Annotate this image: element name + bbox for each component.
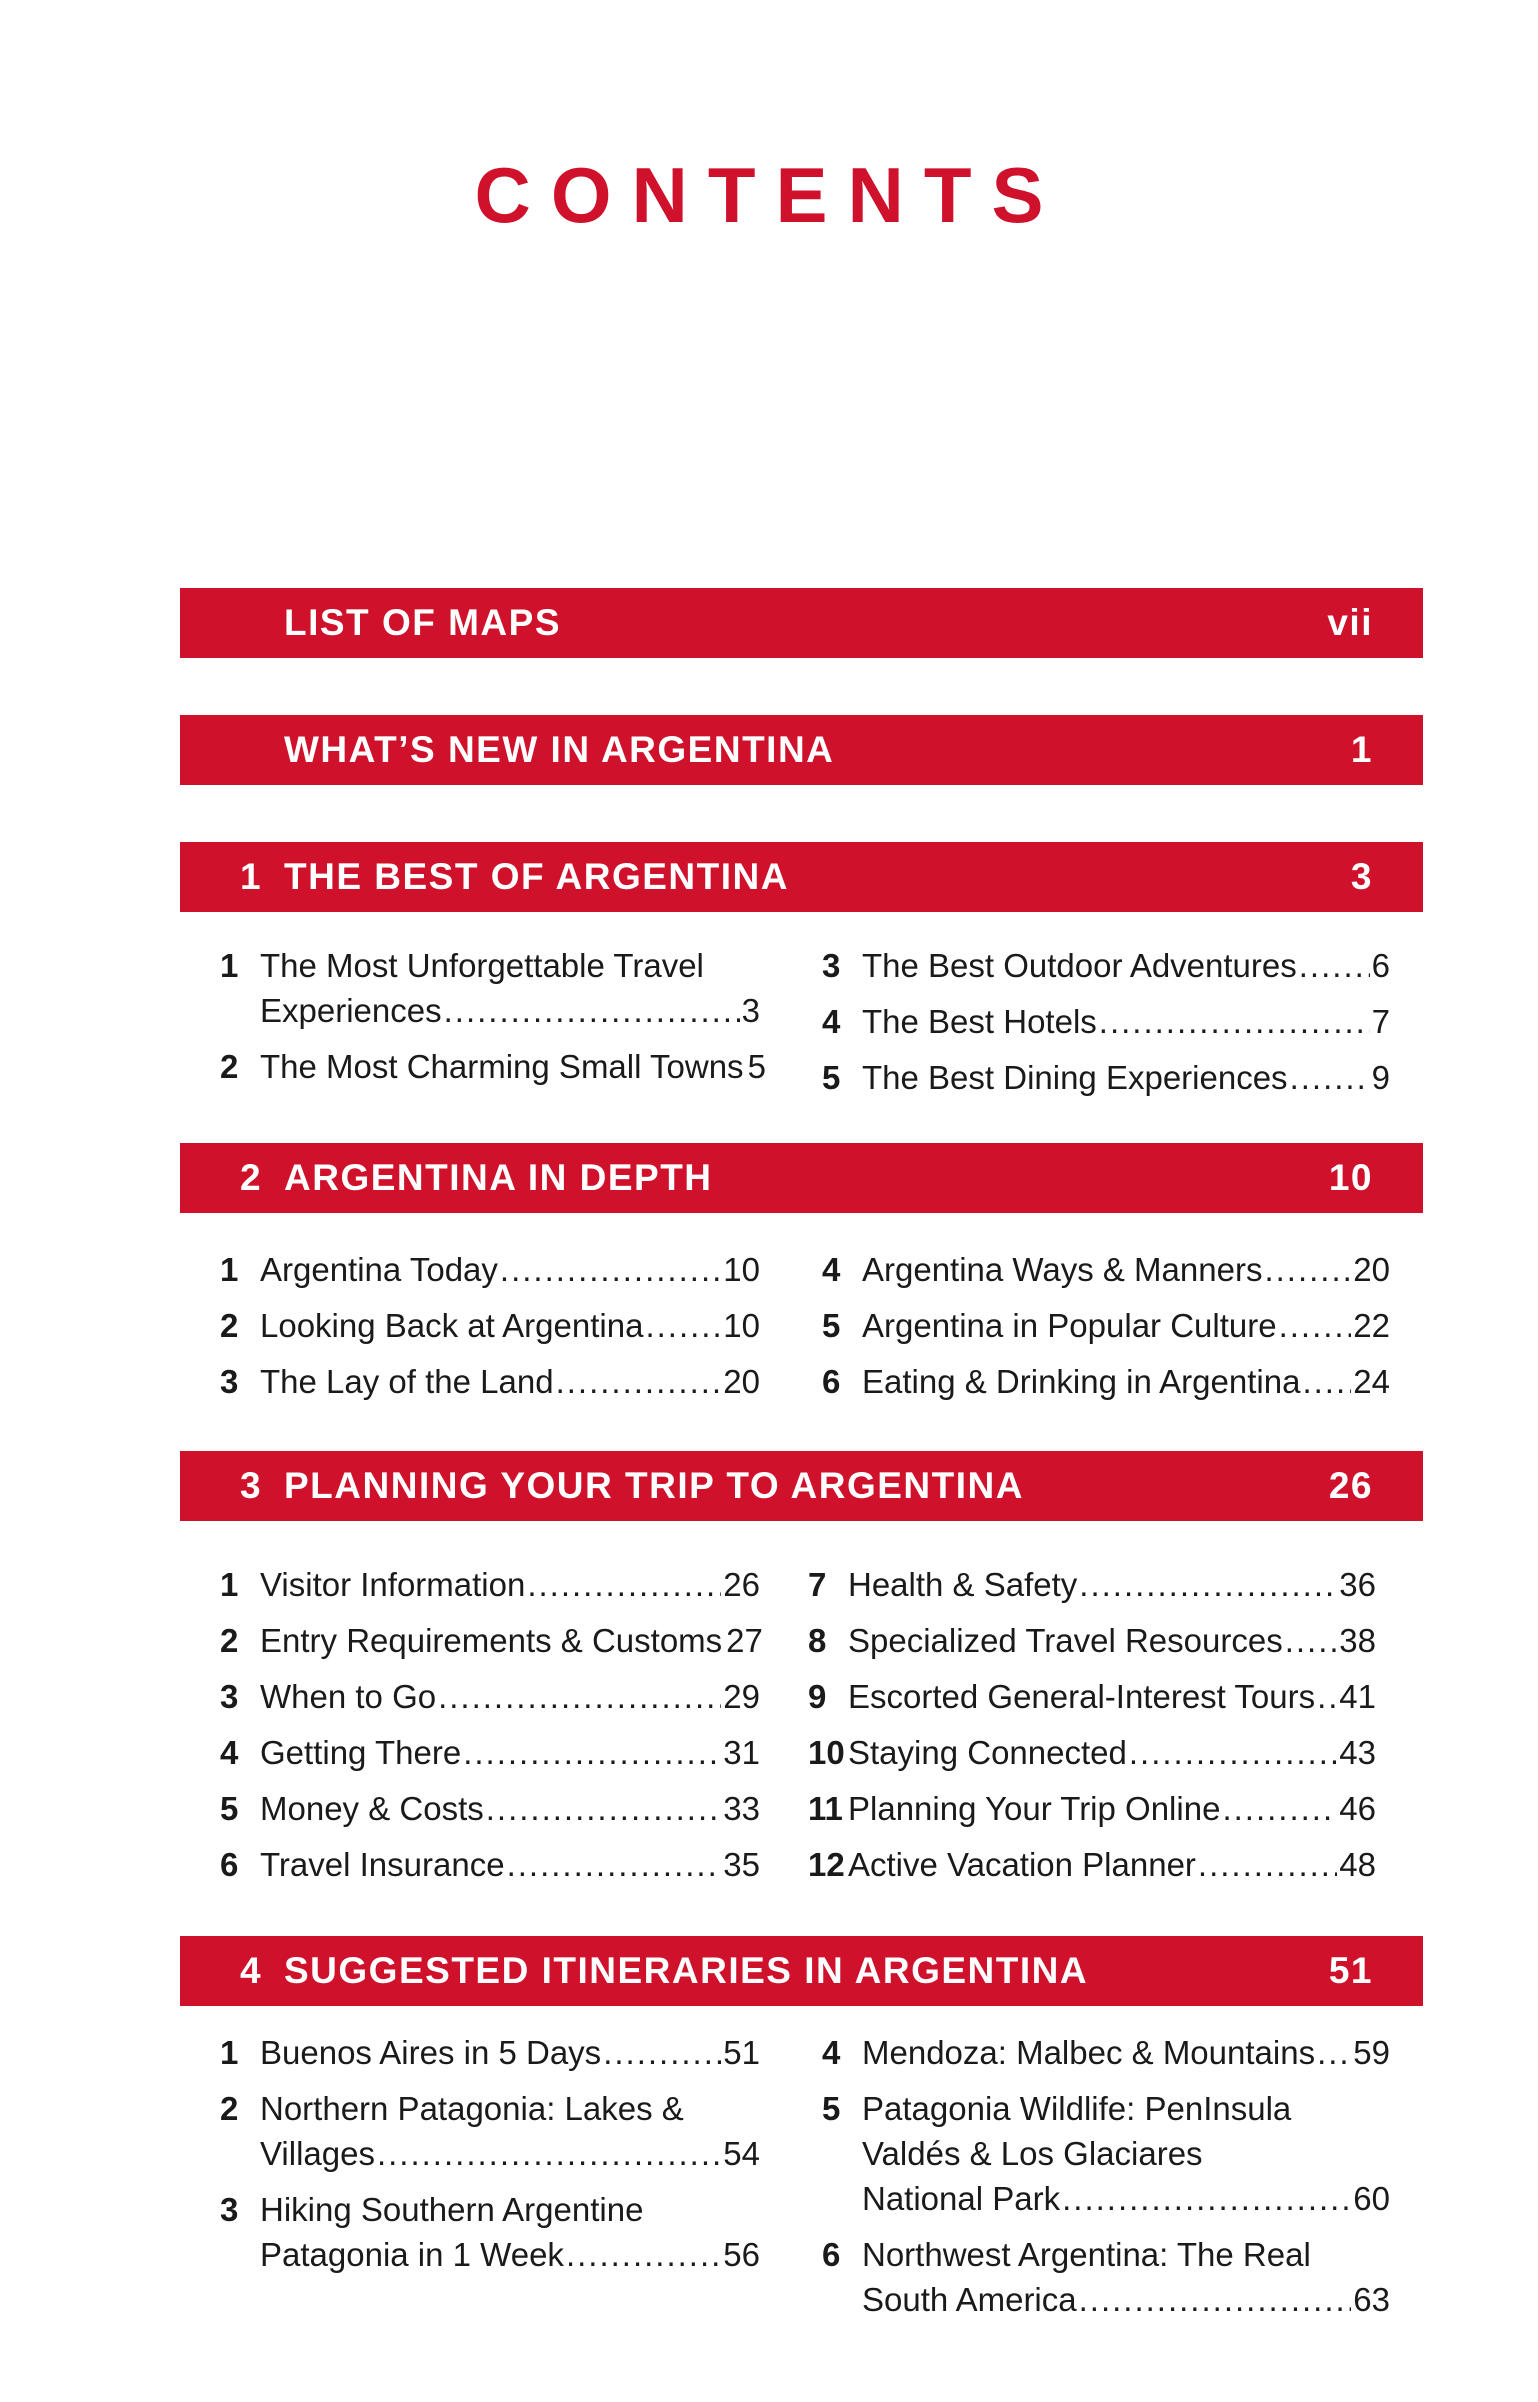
entry-title-line: The Most Unforgettable Travel <box>260 947 704 984</box>
entry-title-line: Valdés & Los Glaciares <box>862 2135 1203 2172</box>
dot-leader <box>566 2232 721 2277</box>
toc-entry[interactable] <box>808 1562 1534 1607</box>
entry-title: The Lay of the Land <box>260 1363 554 1400</box>
section-page: vii <box>1327 602 1373 643</box>
entry-number: 3 <box>220 2191 239 2228</box>
dot-leader <box>1129 1730 1337 1775</box>
toc-entry[interactable] <box>822 1055 1538 1100</box>
entry-title: Looking Back at Argentina <box>260 1307 644 1344</box>
entry-number: 11 <box>808 1790 843 1827</box>
entry-number: 12 <box>808 1846 845 1883</box>
entry-title: The Best Dining Experiences <box>862 1059 1288 1096</box>
entry-number: 7 <box>808 1566 827 1603</box>
entry-title: Villages <box>260 2135 375 2172</box>
toc-entry[interactable] <box>808 1674 1534 1719</box>
entry-page: 9 <box>1371 1059 1390 1096</box>
entry-title-line: Northern Patagonia: Lakes & <box>260 2090 684 2127</box>
entry-page: 10 <box>723 1307 760 1344</box>
entry-title: Health & Safety <box>848 1566 1078 1603</box>
dot-leader <box>486 1786 722 1831</box>
dot-leader <box>1099 999 1370 1044</box>
section-title: THE BEST OF ARGENTINA <box>284 856 789 897</box>
dot-leader <box>1062 2176 1351 2221</box>
entry-number: 2 <box>220 1307 239 1344</box>
section-bar-list-of-maps[interactable] <box>180 588 1423 658</box>
entry-number: 2 <box>220 2090 239 2127</box>
entry-title: Patagonia in 1 Week <box>260 2236 564 2273</box>
entry-number: 3 <box>220 1678 239 1715</box>
entry-page: 41 <box>1339 1678 1376 1715</box>
entry-number: 8 <box>808 1622 827 1659</box>
entry-title: Active Vacation Planner <box>848 1846 1196 1883</box>
entry-number: 2 <box>220 1048 239 1085</box>
toc-entry[interactable] <box>808 1842 1534 1887</box>
toc-entry[interactable] <box>822 2086 1538 2221</box>
entry-page: 10 <box>723 1251 760 1288</box>
dot-leader <box>1317 2030 1351 2075</box>
toc-entry[interactable] <box>822 2232 1538 2322</box>
entry-page: 31 <box>723 1734 760 1771</box>
entry-number: 2 <box>220 1622 239 1659</box>
section-title: SUGGESTED ITINERARIES IN ARGENTINA <box>284 1950 1089 1991</box>
entry-page: 59 <box>1353 2034 1390 2071</box>
entry-number: 3 <box>220 1363 239 1400</box>
entry-page: 38 <box>1339 1622 1376 1659</box>
entry-number: 4 <box>220 1734 239 1771</box>
entry-number: 4 <box>822 1251 841 1288</box>
entry-title: The Best Hotels <box>862 1003 1097 1040</box>
entry-title: Getting There <box>260 1734 462 1771</box>
entry-title: Argentina Today <box>260 1251 498 1288</box>
entry-page: 20 <box>1353 1251 1390 1288</box>
entry-number: 1 <box>220 2034 239 2071</box>
entry-title: The Most Charming Small Towns <box>260 1048 744 1085</box>
entry-title-line: Northwest Argentina: The Real <box>862 2236 1311 2273</box>
entry-number: 1 <box>220 1251 239 1288</box>
entry-number: 6 <box>822 2236 841 2273</box>
entries-right-column <box>822 2030 1538 2333</box>
entry-page: 36 <box>1339 1566 1376 1603</box>
dot-leader <box>1198 1842 1337 1887</box>
entry-page: 54 <box>723 2135 760 2172</box>
toc-entry[interactable] <box>822 999 1538 1044</box>
section-page: 1 <box>1350 729 1373 770</box>
toc-entry[interactable] <box>822 1303 1538 1348</box>
toc-entry[interactable] <box>808 1730 1534 1775</box>
section-page: 51 <box>1328 1950 1373 1991</box>
entry-page: 51 <box>723 2034 760 2071</box>
entry-page: 63 <box>1353 2281 1390 2318</box>
section-page: 3 <box>1350 856 1373 897</box>
section-page: 10 <box>1328 1157 1373 1198</box>
entry-title: The Best Outdoor Adventures <box>862 947 1297 984</box>
entries-right-column <box>822 943 1538 1111</box>
section-number: 4 <box>240 1950 263 1991</box>
dot-leader <box>645 1303 721 1348</box>
dot-leader <box>507 1842 722 1887</box>
entry-number: 6 <box>220 1846 239 1883</box>
toc-entry[interactable] <box>822 1359 1538 1404</box>
entry-number: 10 <box>808 1734 845 1771</box>
entry-title: National Park <box>862 2180 1061 2217</box>
entry-title: Argentina in Popular Culture <box>862 1307 1277 1344</box>
entry-number: 1 <box>220 1566 239 1603</box>
entry-title-line: Patagonia Wildlife: PenInsula <box>862 2090 1292 2127</box>
section-title: WHAT’S NEW IN ARGENTINA <box>284 729 835 770</box>
section-bar-chapter-4[interactable] <box>180 1936 1423 2006</box>
dot-leader <box>1079 1562 1337 1607</box>
entry-title: Mendoza: Malbec & Mountains <box>862 2034 1316 2071</box>
entry-number: 4 <box>822 1003 841 1040</box>
entry-title: Specialized Travel Resources <box>848 1622 1283 1659</box>
dot-leader <box>1317 1674 1337 1719</box>
section-bar-chapter-3[interactable] <box>180 1451 1423 1521</box>
section-page: 26 <box>1328 1465 1373 1506</box>
section-bar-chapter-1[interactable] <box>180 842 1423 912</box>
entry-number: 9 <box>808 1678 827 1715</box>
entry-page: 35 <box>723 1846 760 1883</box>
entry-number: 3 <box>822 947 841 984</box>
toc-entry[interactable] <box>822 1247 1538 1292</box>
entry-number: 5 <box>220 1790 239 1827</box>
entry-page: 60 <box>1353 2180 1390 2217</box>
entry-page: 6 <box>1371 947 1390 984</box>
toc-entry[interactable] <box>822 943 1538 988</box>
entry-page: 27 <box>726 1622 763 1659</box>
section-bar-whats-new[interactable] <box>180 715 1423 785</box>
entry-number: 1 <box>220 947 239 984</box>
entry-page: 24 <box>1353 1363 1390 1400</box>
dot-leader <box>1279 1303 1352 1348</box>
dot-leader <box>527 1562 721 1607</box>
entry-page: 56 <box>723 2236 760 2273</box>
entry-title: When to Go <box>260 1678 437 1715</box>
entry-title: Entry Requirements & Customs <box>260 1622 723 1659</box>
section-bar-chapter-2[interactable] <box>180 1143 1423 1213</box>
dot-leader <box>1302 1359 1351 1404</box>
entry-page: 46 <box>1339 1790 1376 1827</box>
entry-title: Visitor Information <box>260 1566 526 1603</box>
entries-right-column <box>822 1247 1538 1415</box>
entry-page: 20 <box>723 1363 760 1400</box>
dot-leader <box>1290 1055 1370 1100</box>
dot-leader <box>603 2030 721 2075</box>
entry-number: 4 <box>822 2034 841 2071</box>
entry-page: 5 <box>747 1048 766 1085</box>
section-title: ARGENTINA IN DEPTH <box>284 1157 713 1198</box>
toc-entry[interactable] <box>808 1786 1534 1831</box>
entry-title: Eating & Drinking in Argentina <box>862 1363 1301 1400</box>
entry-page: 7 <box>1371 1003 1390 1040</box>
dot-leader <box>1264 1247 1351 1292</box>
entry-page: 26 <box>723 1566 760 1603</box>
dot-leader <box>1222 1786 1337 1831</box>
section-number: 2 <box>240 1157 263 1198</box>
dot-leader <box>444 988 740 1033</box>
entry-page: 33 <box>723 1790 760 1827</box>
entry-title: Money & Costs <box>260 1790 484 1827</box>
section-title: LIST OF MAPS <box>284 602 561 643</box>
dot-leader <box>463 1730 721 1775</box>
toc-entry[interactable] <box>822 2030 1538 2075</box>
entry-number: 5 <box>822 1059 841 1096</box>
entry-title-line: Hiking Southern Argentine <box>260 2191 644 2228</box>
toc-entry[interactable] <box>808 1618 1534 1663</box>
dot-leader <box>1285 1618 1338 1663</box>
dot-leader <box>1079 2277 1352 2322</box>
entry-number: 5 <box>822 2090 841 2127</box>
entry-title: Experiences <box>260 992 442 1029</box>
entry-page: 48 <box>1339 1846 1376 1883</box>
entry-page: 43 <box>1339 1734 1376 1771</box>
section-number: 3 <box>240 1465 263 1506</box>
entry-page: 29 <box>723 1678 760 1715</box>
entries-right-column <box>808 1562 1534 1898</box>
entry-title: Argentina Ways & Manners <box>862 1251 1263 1288</box>
dot-leader <box>500 1247 721 1292</box>
entry-title: Staying Connected <box>848 1734 1127 1771</box>
entry-title: South America <box>862 2281 1077 2318</box>
entry-number: 5 <box>822 1307 841 1344</box>
entry-page: 22 <box>1353 1307 1390 1344</box>
section-title: PLANNING YOUR TRIP TO ARGENTINA <box>284 1465 1024 1506</box>
page-title: CONTENTS <box>474 151 1064 239</box>
dot-leader <box>1299 943 1370 988</box>
section-number: 1 <box>240 856 263 897</box>
entry-title: Planning Your Trip Online <box>848 1790 1221 1827</box>
dot-leader <box>438 1674 721 1719</box>
entry-title: Buenos Aires in 5 Days <box>260 2034 602 2071</box>
entry-title: Escorted General-Interest Tours <box>848 1678 1316 1715</box>
entry-number: 6 <box>822 1363 841 1400</box>
entry-page: 3 <box>741 992 760 1029</box>
dot-leader <box>556 1359 722 1404</box>
dot-leader <box>377 2131 721 2176</box>
entry-title: Travel Insurance <box>260 1846 505 1883</box>
